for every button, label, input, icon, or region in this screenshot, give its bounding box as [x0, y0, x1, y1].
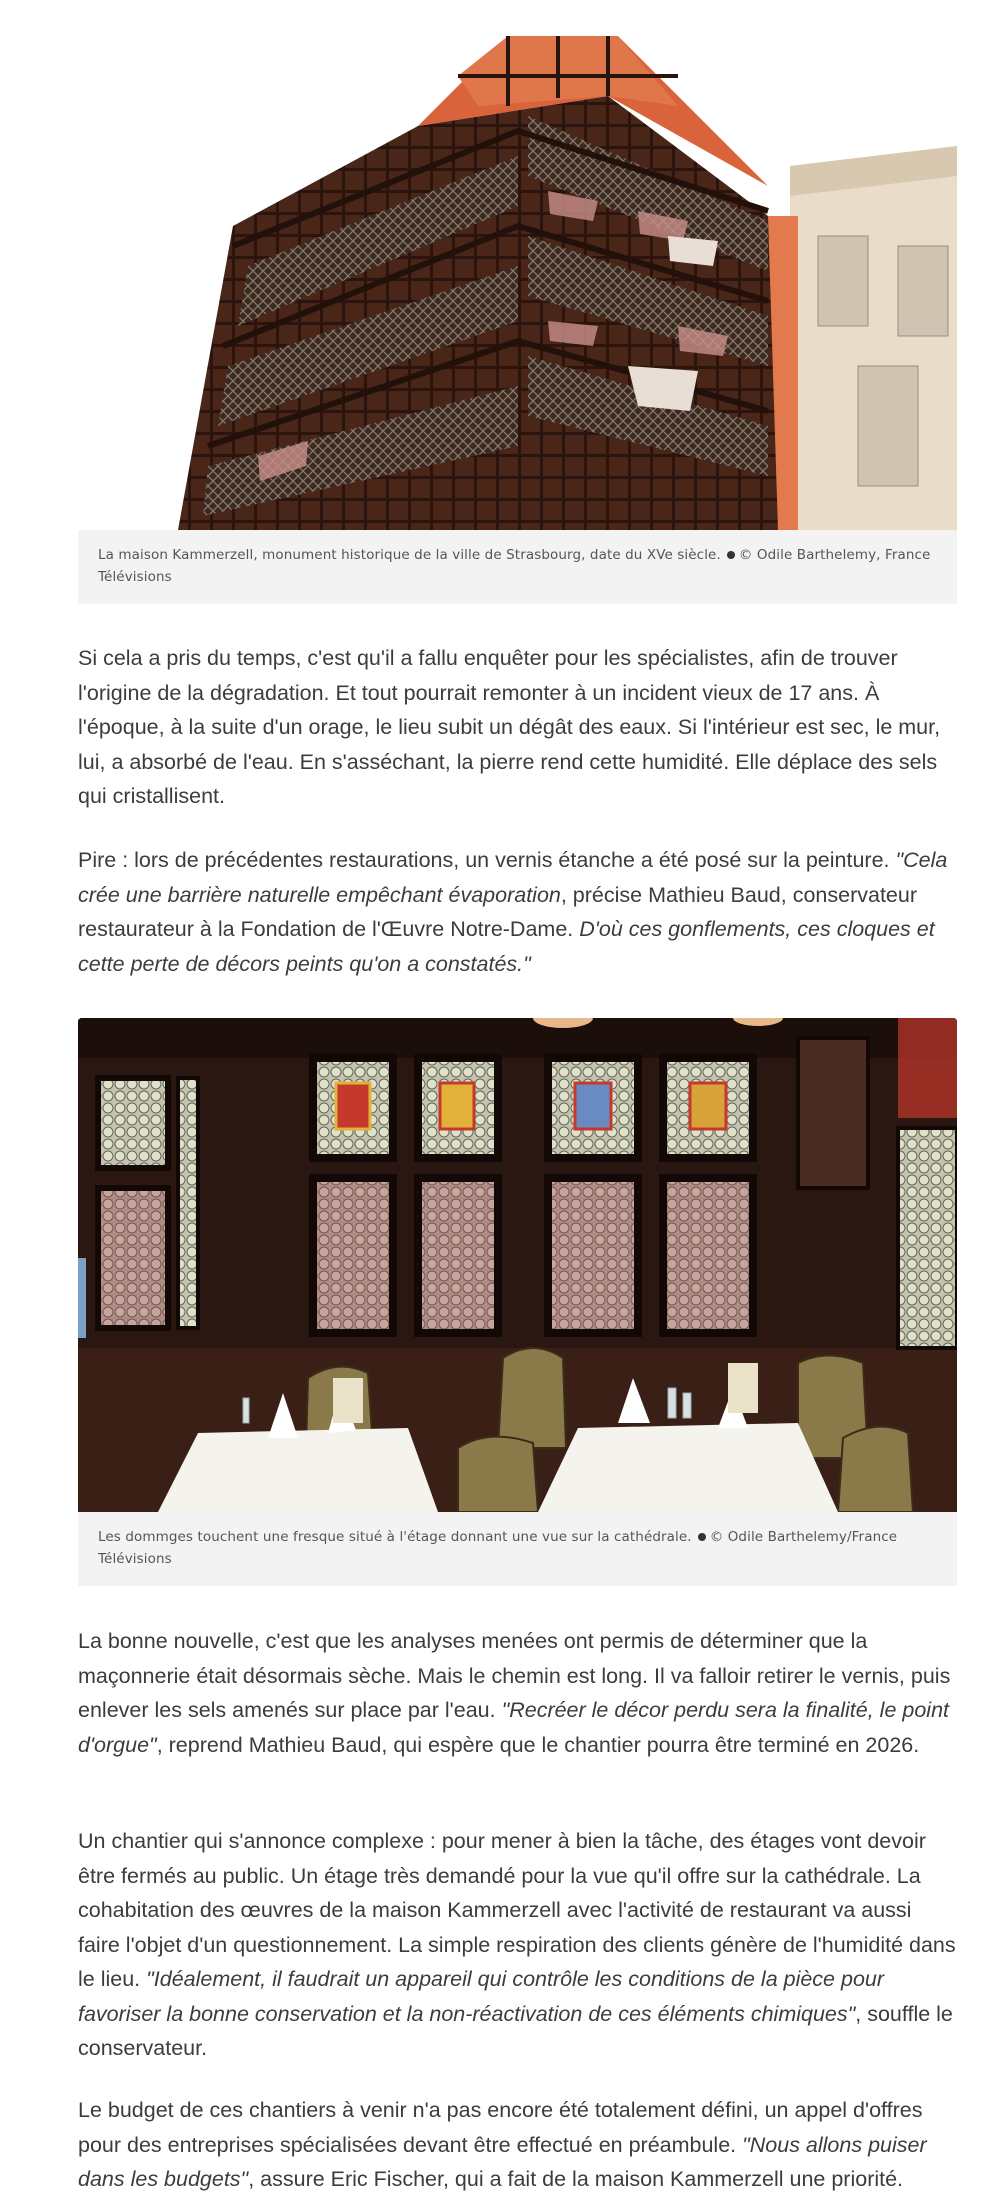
quote-mathieu-baud-2: D'où ces gonflements, ces cloques et cette perte de décors peints qu'on a constatés." — [78, 917, 935, 976]
figure-restaurant — [78, 1018, 957, 1586]
caption-text: Les dommges touchent une fresque situé à l'étage donnant une vue sur la cathédrale. — [98, 1529, 692, 1545]
article-paragraph-1 — [78, 641, 958, 814]
photo-credit: © Odile Barthelemy, France Télévisions — [98, 547, 931, 585]
bullet-dot-icon — [698, 1533, 706, 1541]
caption-restaurant — [78, 1512, 957, 1586]
photo-credit: © Odile Barthelemy/France Télévisions — [98, 1529, 898, 1567]
paragraph-intro: Un chantier qui s'annonce complexe : pour mener à bien la tâche, des étages vont devoir être fermés au public. Un étage très demandé pour la vue qu'il offre sur la cathédrale. La cohabitation des œuvres de la maison Kammerzell avec l'activité de restaurant va aussi faire l'objet d'un questionnement. La simple respiration des clients génère de l'humidité dans le lieu. — [78, 1829, 956, 1991]
paragraph-intro: Pire : lors de précédentes restaurations, un vernis étanche a été posé sur la peinture. — [78, 848, 896, 872]
restaurant-interior-illustration — [78, 1018, 957, 1512]
caption-kammerzell — [78, 530, 957, 604]
quote-conservateur: "Idéalement, il faudrait un appareil qui contrôle les conditions de la pièce pour favoriser la bonne conservation et la non-réactivation de ces éléments chimiques" — [78, 1967, 885, 2026]
paragraph-intro: Le budget de ces chantiers à venir n'a pas encore été totalement défini, un appel d'offres pour des entreprises spécialisées devant être effectué en préambule. — [78, 2098, 923, 2157]
quote-mathieu-baud-3: "Recréer le décor perdu sera la finalité, le point d'orgue" — [78, 1698, 950, 1757]
caption-text: La maison Kammerzell, monument historique de la ville de Strasbourg, date du XVe siècle. — [98, 547, 721, 563]
paragraph-mid: , précise Mathieu Baud, conservateur restaurateur à la Fondation de l'Œuvre Notre-Dame. — [78, 882, 917, 941]
article-paragraph-4 — [78, 1824, 958, 2066]
quote-mathieu-baud-1: "Cela crée une barrière naturelle empêchant évaporation — [78, 848, 948, 907]
paragraph-outro: , souffle le conservateur. — [78, 2001, 953, 2060]
article-paragraph-3 — [78, 1624, 958, 1762]
photo-kammerzell-house — [78, 36, 957, 530]
quote-eric-fischer: "Nous allons puiser dans les budgets" — [78, 2132, 927, 2191]
bullet-dot-icon — [727, 551, 735, 559]
paragraph-text: Si cela a pris du temps, c'est qu'il a fallu enquêter pour les spécialistes, afin de trouver l'origine de la dégradation. Et tout pourrait remonter à un incident vieux de 17 ans. À l'époque, à la suite d'un orage, le lieu subit un dégât des eaux. Si l'intérieur est sec, le mur, lui, a absorbé de l'eau. En s'asséchant, la pierre rend cette humidité. Elle déplace des sels qui cristallisent. — [78, 646, 941, 808]
paragraph-outro: , reprend Mathieu Baud, qui espère que le chantier pourra être terminé en 2026. — [156, 1732, 920, 1757]
paragraph-intro: La bonne nouvelle, c'est que les analyses menées ont permis de déterminer que la maçonnerie était désormais sèche. Mais le chemin est long. Il va falloir retirer le vernis, puis enlever les sels amenés sur place par l'eau. — [78, 1629, 951, 1722]
article-paragraph-5 — [78, 2093, 958, 2197]
kammerzell-house-illustration — [78, 36, 957, 530]
paragraph-outro: , assure Eric Fischer, qui a fait de la maison Kammerzell une priorité. — [248, 2167, 904, 2191]
article-paragraph-2 — [78, 843, 958, 981]
photo-restaurant-interior — [78, 1018, 957, 1512]
figure-kammerzell — [78, 36, 957, 604]
